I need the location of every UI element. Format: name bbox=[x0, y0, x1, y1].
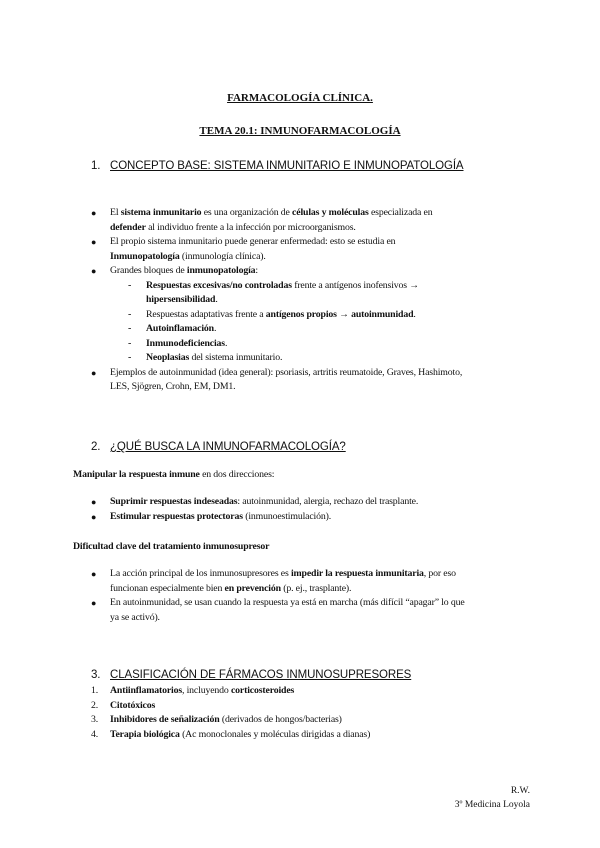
bullet-icon: ● bbox=[91, 511, 97, 522]
list-item: 2. Citotóxicos bbox=[91, 699, 156, 711]
bullet-icon: ● bbox=[91, 266, 97, 276]
bullet-icon: ● bbox=[91, 497, 97, 507]
list-item: 1. Antiinflamatorios, incluyendo corticosteroides bbox=[91, 685, 295, 696]
list-item: 3. Inhibidores de señalización (derivados de hongos/bacterias) bbox=[91, 714, 342, 725]
sub-list-item: - Respuestas adaptativas frente a antígenos propios → autoinmunidad. bbox=[91, 308, 531, 323]
difficulty-bullets bbox=[91, 567, 536, 625]
list-item: ● La acción principal de los inmunosupresores es impedir la respuesta inmunitaria, por eso funcionan especialmente bien en prevención (p. ej., trasplante). bbox=[91, 568, 456, 594]
dash-icon: - bbox=[128, 308, 132, 320]
section-2-heading: 2. ¿QUÉ BUSCA LA INMUNOFARMACOLOGÍA? bbox=[91, 441, 346, 453]
sub-list-item: - Inmunodeficiencias. bbox=[91, 337, 531, 352]
section-2-bullets bbox=[91, 495, 531, 524]
bullet-icon: ● bbox=[91, 237, 97, 247]
list-item: ● Suprimir respuestas indeseadas: autoinmunidad, alergia, rechazo del trasplante. bbox=[91, 495, 531, 510]
list-item: 4. Terapia biológica (Ac monoclonales y moléculas dirigidas a dianas) bbox=[91, 728, 371, 740]
list-item: ● El sistema inmunitario es una organización de células y moléculas especializada en defender al individuo frente a la infección por microorganismos. bbox=[91, 207, 433, 233]
list-item: ● En autoinmunidad, se usan cuando la respuesta ya está en marcha (más difícil “apagar” lo que ya se activó). bbox=[91, 597, 465, 623]
section-1-heading: 1. CONCEPTO BASE: SISTEMA INMUNITARIO E INMUNOPATOLOGÍA bbox=[91, 160, 464, 172]
page-title: FARMACOLOGÍA CLÍNICA. bbox=[227, 92, 373, 104]
list-item: ● El propio sistema inmunitario puede generar enfermedad: esto se estudia en Inmunopatología (inmunología clínica). bbox=[91, 236, 396, 262]
list-item: ● Ejemplos de autoinmunidad (idea general): psoriasis, artritis reumatoide, Graves, Hashimoto, LES, Sjögren, Crohn, EM, DM1. bbox=[91, 366, 463, 392]
difficulty-heading: Dificultad clave del tratamiento inmunosupresor bbox=[73, 541, 270, 552]
sub-list-item: - Autoinflamación. bbox=[91, 322, 531, 337]
section-3-heading: 3. CLASIFICACIÓN DE FÁRMACOS INMUNOSUPRESORES bbox=[91, 669, 412, 681]
bullet-icon: ● bbox=[91, 569, 97, 579]
dash-icon: - bbox=[128, 323, 132, 334]
list-item: ● Estimular respuestas protectoras (inmunoestimulación). bbox=[91, 510, 531, 525]
dash-icon: - bbox=[128, 279, 132, 291]
footer-author: R.W. bbox=[510, 786, 530, 796]
list-item: ● Grandes bloques de inmunopatología: bbox=[91, 264, 531, 279]
footer bbox=[455, 784, 530, 812]
bullet-icon: ● bbox=[91, 208, 97, 218]
sub-list-item: - Neoplasias del sistema inmunitario. bbox=[91, 351, 531, 366]
dash-icon: - bbox=[128, 337, 132, 349]
footer-course: 3º Medicina Loyola bbox=[454, 800, 530, 810]
dash-icon: - bbox=[128, 352, 132, 363]
classification-list bbox=[91, 684, 531, 742]
sub-list-item: - Respuestas excesivas/no controladas frente a antígenos inofensivos → hipersensibilidad. bbox=[128, 279, 419, 305]
page-subtitle: TEMA 20.1: INMUNOFARMACOLOGÍA bbox=[199, 125, 401, 137]
section-2-intro: Manipular la respuesta inmune en dos direcciones: bbox=[73, 469, 275, 480]
bullet-icon: ● bbox=[91, 598, 97, 608]
bullet-icon: ● bbox=[91, 367, 97, 378]
section-1-bullets bbox=[91, 206, 531, 395]
